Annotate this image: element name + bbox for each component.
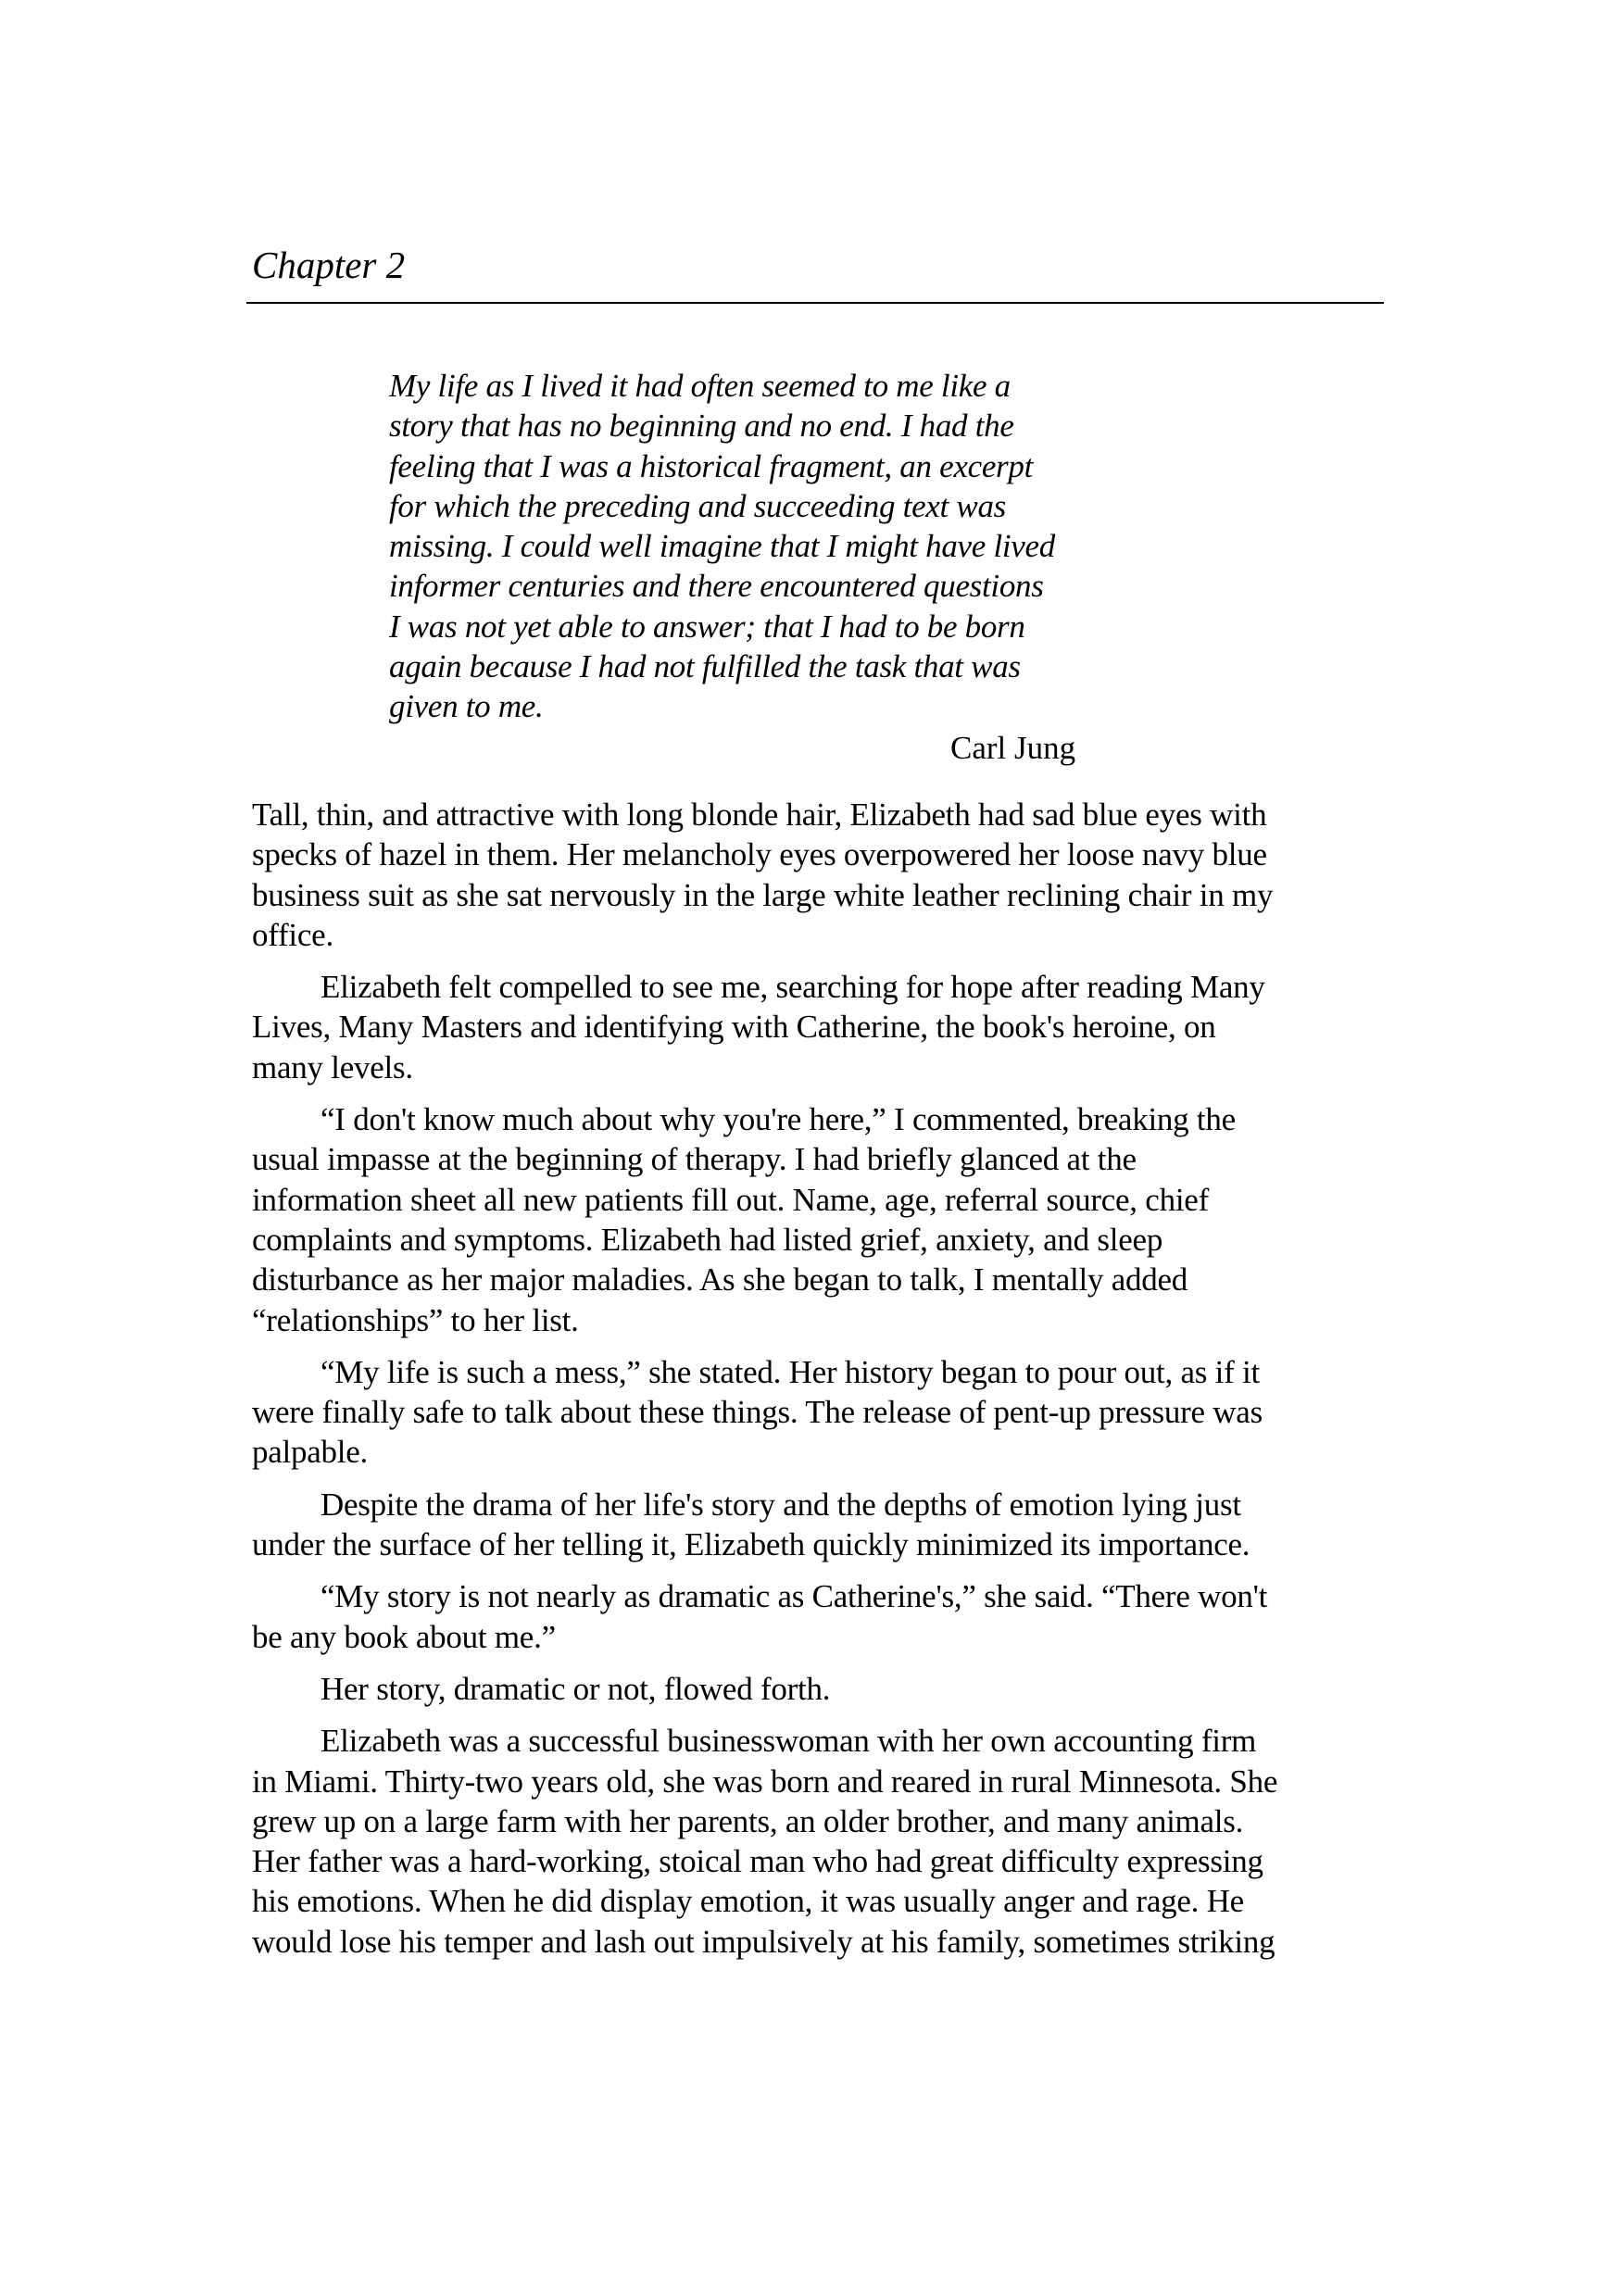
text-line: Her story, dramatic or not, flowed forth.	[320, 1670, 831, 1707]
paragraph	[252, 1669, 1384, 1709]
text-line: many levels.	[252, 1048, 413, 1085]
text-line: Her father was a hard-working, stoical man who had great difficulty expressing	[252, 1843, 1263, 1880]
text-line: “relationships” to her list.	[252, 1301, 579, 1338]
heading-rule	[246, 302, 1384, 304]
epigraph-line: feeling that I was a historical fragment, an excerpt	[389, 447, 1033, 484]
text-line: disturbance as her major maladies. As she began to talk, I mentally added	[252, 1261, 1188, 1299]
text-line: “My life is such a mess,” she stated. Her history began to pour out, as if it	[320, 1353, 1261, 1390]
paragraph	[252, 1721, 1384, 1962]
text-line: office.	[252, 916, 333, 953]
chapter-title: Chapter 2	[252, 244, 406, 286]
text-line: Lives, Many Masters and identifying with Catherine, the book's heroine, on	[252, 1009, 1216, 1046]
text-line: his emotions. When he did display emotion, it was usually anger and rage. He	[252, 1883, 1244, 1920]
text-line: specks of hazel in them. Her melancholy eyes overpowered her loose navy blue	[252, 836, 1267, 873]
text-line: under the surface of her telling it, Elizabeth quickly minimized its importance.	[252, 1526, 1250, 1563]
paragraph	[252, 967, 1384, 1087]
paragraph	[252, 1099, 1384, 1340]
epigraph-line: for which the preceding and succeeding text was	[389, 487, 1006, 524]
text-line: Elizabeth was a successful businesswoman with her own accounting firm	[320, 1723, 1257, 1760]
epigraph-line: again because I had not fulfilled the task that was	[389, 648, 1021, 685]
text-line: complaints and symptoms. Elizabeth had listed grief, anxiety, and sleep	[252, 1221, 1163, 1258]
epigraph-author: Carl Jung	[950, 730, 1076, 766]
text-line: be any book about me.”	[252, 1618, 556, 1655]
epigraph-line: I was not yet able to answer; that I had to be born	[389, 608, 1025, 645]
text-line: grew up on a large farm with her parents, an older brother, and many animals.	[252, 1802, 1244, 1839]
text-line: Tall, thin, and attractive with long blonde hair, Elizabeth had sad blue eyes with	[252, 797, 1267, 833]
text-line: in Miami. Thirty-two years old, she was born and reared in rural Minnesota. She	[252, 1763, 1278, 1800]
paragraph	[252, 1576, 1384, 1657]
text-line: information sheet all new patients fill out. Name, age, referral source, chief	[252, 1181, 1209, 1218]
epigraph-line: given to me.	[389, 688, 544, 725]
epigraph-line: story that has no beginning and no end. I had the	[389, 408, 1014, 445]
epigraph-line: informer centuries and there encountered questions	[389, 568, 1044, 605]
epigraph	[389, 366, 1186, 727]
text-line: usual impasse at the beginning of therapy. I had briefly glanced at the	[252, 1141, 1137, 1178]
text-line: “I don't know much about why you're here,” I commented, breaking the	[320, 1101, 1236, 1138]
body-text	[252, 795, 1384, 1974]
text-line: “My story is not nearly as dramatic as Catherine's,” she said. “There won't	[320, 1578, 1268, 1615]
text-line: would lose his temper and lash out impulsively at his family, sometimes striking	[252, 1923, 1275, 1960]
paragraph	[252, 1485, 1384, 1565]
text-line: were finally safe to talk about these things. The release of pent-up pressure was	[252, 1394, 1263, 1431]
epigraph-line: My life as I lived it had often seemed to me like a	[389, 368, 1011, 404]
paragraph	[252, 795, 1384, 955]
epigraph-line: missing. I could well imagine that I might have lived	[389, 528, 1055, 565]
text-line: palpable.	[252, 1434, 369, 1471]
text-line: Elizabeth felt compelled to see me, searching for hope after reading Many	[320, 969, 1265, 1006]
paragraph	[252, 1352, 1384, 1473]
text-line: business suit as she sat nervously in the large white leather reclining chair in my	[252, 876, 1274, 913]
text-line: Despite the drama of her life's story and the depths of emotion lying just	[320, 1486, 1241, 1523]
